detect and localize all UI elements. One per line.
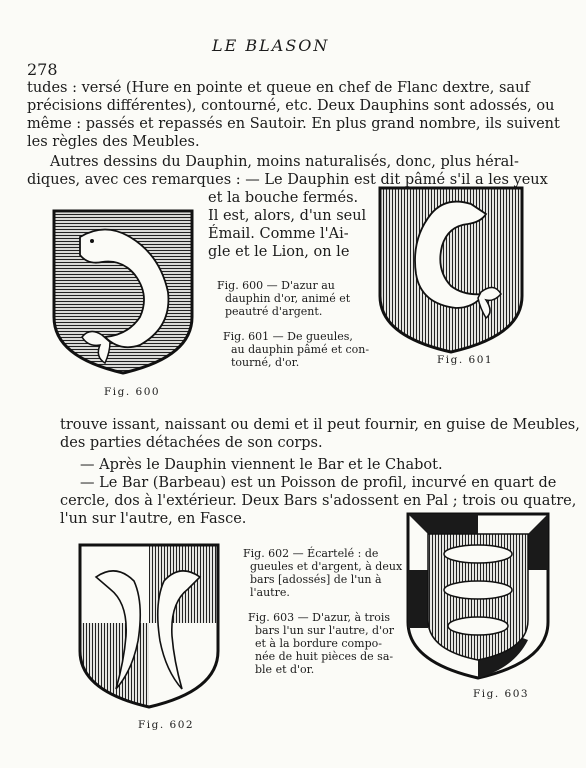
text-line: Autres dessins du Dauphin, moins naturalisés, donc, plus héral- (50, 154, 519, 170)
text-line: et la bouche fermés. (208, 190, 359, 206)
caption-line: Fig. 603 — D'azur, à trois (248, 611, 391, 624)
text-line: — Le Bar (Barbeau) est un Poisson de profil, incurvé en quart de (80, 475, 557, 491)
coat-of-arms-fig-601 (376, 184, 526, 356)
caption-line: bars [adossés] de l'un à (250, 573, 382, 586)
coat-of-arms-fig-602 (76, 541, 222, 711)
text-line: trouve issant, naissant ou demi et il peut fournir, en guise de Meubles, (60, 417, 580, 433)
caption-line: dauphin d'or, animé et (225, 292, 351, 305)
coat-of-arms-fig-600 (50, 207, 196, 377)
caption-line: née de huit pièces de sa- (255, 650, 394, 663)
caption-line: gueules et d'argent, à deux (250, 560, 403, 573)
text-line: gle et le Lion, on le (208, 244, 350, 260)
caption-line: bars l'un sur l'autre, d'or (255, 624, 395, 637)
text-line: cercle, dos à l'extérieur. Deux Bars s'adossent en Pal ; trois ou quatre, (60, 493, 577, 509)
caption-line: ble et d'or. (255, 663, 315, 676)
figure-label: Fig. 602 (138, 719, 195, 731)
coat-of-arms-fig-603 (404, 510, 552, 682)
text-line: diques, avec ces remarques : — Le Dauphin est dit pâmé s'il a les yeux (27, 172, 548, 188)
caption-line: tourné, d'or. (231, 356, 300, 369)
caption-line: et à la bordure compo- (255, 637, 382, 650)
caption-line: Fig. 602 — Écartelé : de (243, 547, 379, 560)
caption-line: au dauphin pâmé et con- (231, 343, 370, 356)
figure-label: Fig. 600 (104, 386, 161, 398)
text-line: précisions différentes), contourné, etc. Deux Dauphins sont adossés, ou (27, 98, 555, 114)
caption-line: l'autre. (250, 586, 290, 599)
text-line: des parties détachées de son corps. (60, 435, 323, 451)
page-number: 278 (27, 60, 58, 79)
text-line: Il est, alors, d'un seul (208, 208, 367, 224)
caption-line: Fig. 600 — D'azur au (217, 279, 335, 292)
caption-line: peautré d'argent. (225, 305, 323, 318)
figure-label: Fig. 601 (437, 354, 494, 366)
text-line: les règles des Meubles. (27, 134, 200, 150)
text-line: tudes : versé (Hure en pointe et queue en chef de Flanc dextre, sauf (27, 80, 530, 96)
running-title: LE BLASON (212, 36, 330, 55)
text-line: l'un sur l'autre, en Fasce. (60, 511, 247, 527)
text-line: Émail. Comme l'Ai- (208, 226, 349, 242)
text-line: — Après le Dauphin viennent le Bar et le Chabot. (80, 457, 443, 473)
figure-label: Fig. 603 (473, 688, 530, 700)
text-line: même : passés et repassés en Sautoir. En plus grand nombre, ils suivent (27, 116, 560, 132)
caption-line: Fig. 601 — De gueules, (223, 330, 353, 343)
